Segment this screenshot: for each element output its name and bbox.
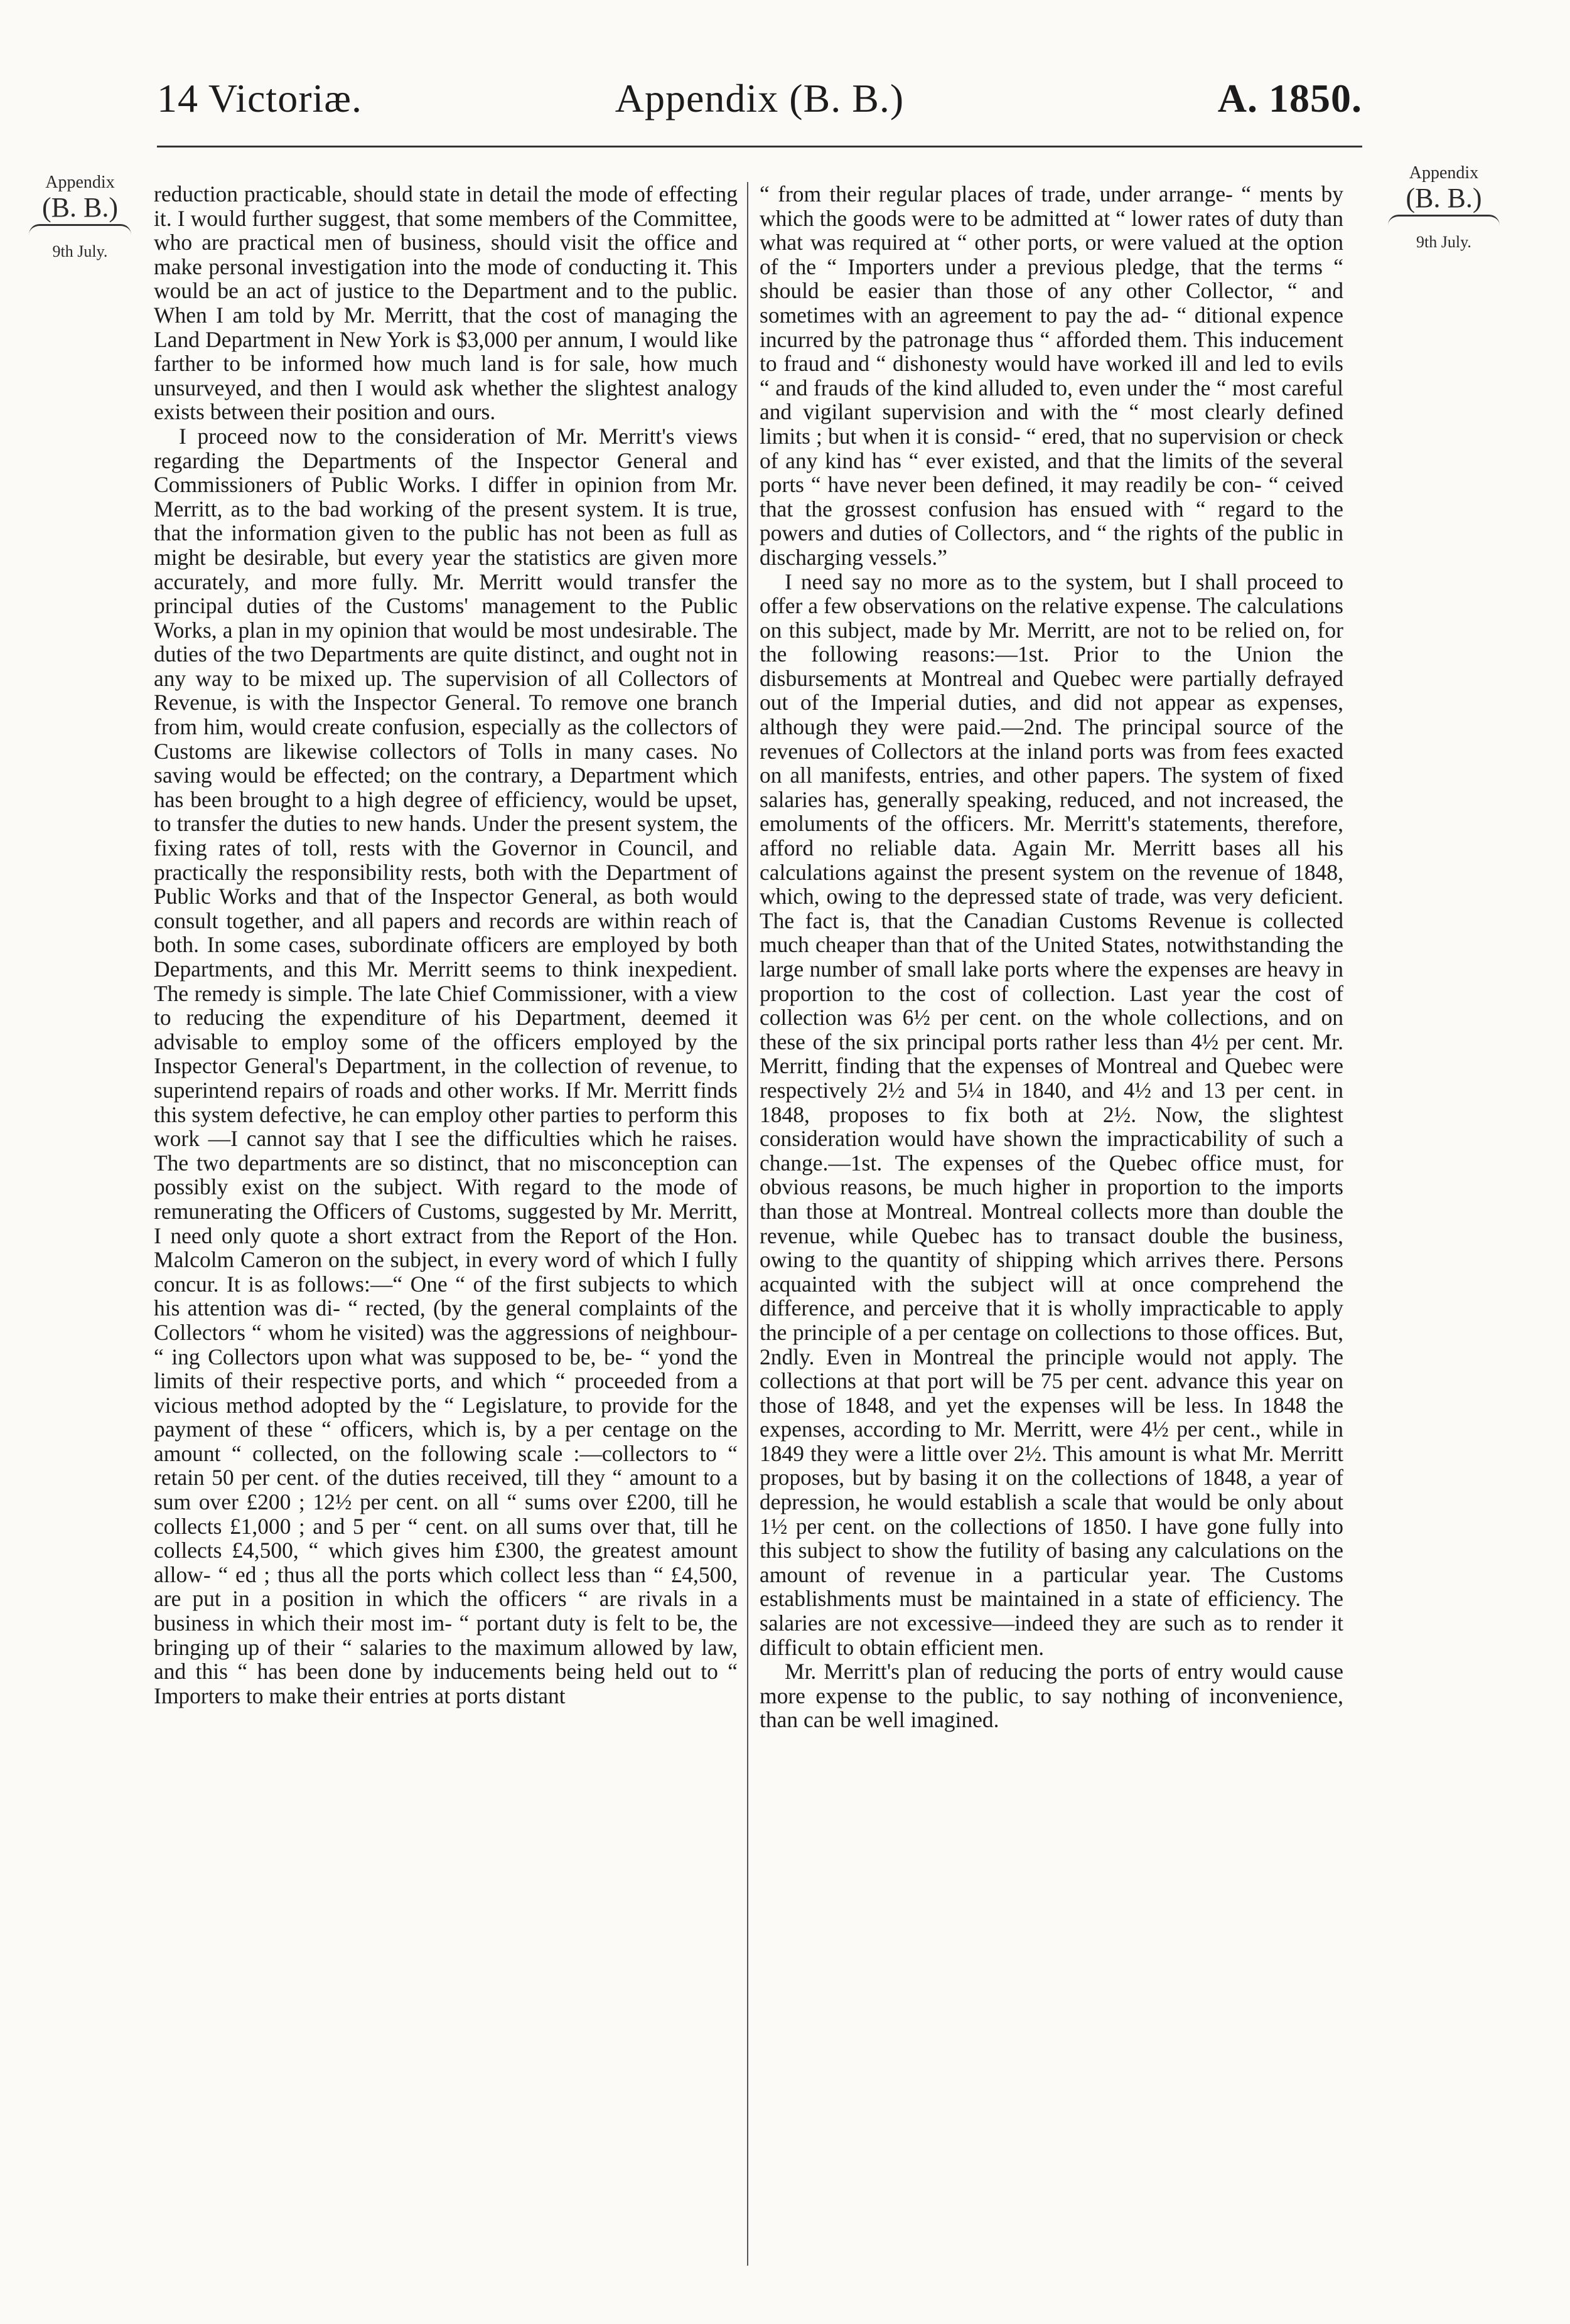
left-margin-appendix: Appendix: [45, 173, 115, 192]
left-margin-date: 9th July.: [52, 242, 108, 260]
paragraph: Mr. Merritt's plan of reducing the ports of entry would cause more expense to the public, to say nothing of inconvenience, than can be well imagined.: [760, 1659, 1343, 1733]
right-margin-ref: (B. B.): [1406, 183, 1482, 213]
paragraph: “ from their regular places of trade, under arrange- “ ments by which the goods were to be admitted at “ lower rates of duty than what was required at “ other ports, or were valued at the option of the “ Importers under a previous pledge, that the terms “ should be easier than those of any other Collector, “ and sometimes with an agreement to pay the ad- “ ditional expence incurred by the patronage thus “ afforded them. This inducement to fraud and “ dishonesty would have worked ill and led to evils “ and frauds of the kind alluded to, even under the “ most careful and vigilant supervision and with the “ most clearly defined limits ; but when it is consid- “ ered, that no supervision or check of any kind has “ ever existed, and that the limits of the several ports “ have never been defined, it may readily be con- “ ceived that the grossest confusion has ensued with “ regard to the powers and duties of Collectors, and “ the rights of the public in discharging vessels.”: [760, 181, 1343, 570]
right-margin-date: 9th July.: [1416, 233, 1471, 251]
header-session: 14 Victoriæ.: [157, 76, 362, 120]
paragraph: reduction practicable, should state in detail the mode of effecting it. I would further suggest, that some members of the Committee, who are practical men of business, should visit the office and make personal investigation into the mode of conducting it. This would be an act of justice to the Department and to the public. When I am told by Mr. Merritt, that the cost of managing the Land Department in New York is $3,000 per annum, I would like farther to be informed how much land is for sale, how much unsurveyed, and then I would ask whether the slightest analogy exists between their position and ours.: [154, 181, 738, 425]
left-margin-brace: [29, 224, 131, 235]
paragraph: I need say no more as to the system, but I shall proceed to offer a few observations on the relative expense. The calculations on this subject, made by Mr. Merritt, are not to be relied on, for the following reasons:—1st. Prior to the Union the disbursements at Montreal and Quebec were partially defrayed out of the Imperial duties, and did not appear as expenses, although they were paid.—2nd. The principal source of the revenues of Collectors at the inland ports was from fees exacted on all manifests, entries, and other papers. The system of fixed salaries has, generally speaking, reduced, and not increased, the emoluments of the officers. Mr. Merritt's statements, therefore, afford no reliable data. Again Mr. Merritt bases all his calculations against the present system on the revenue of 1848, which, owing to the depressed state of trade, was very deficient. The fact is, that the Canadian Customs Revenue is collected much cheaper than that of the United States, notwithstanding the large number of small lake ports where the expenses are heavy in proportion to the cost of collection. Last year the cost of collection was 6½ per cent. on the whole collections, and on these of the six principal ports rather less than 4½ per cent. Mr. Merritt, finding that the expenses of Montreal and Quebec were respectively 2½ and 5¼ in 1840, and 4½ and 13 per cent. in 1848, proposes to fix both at 2½. Now, the slightest consideration would have shown the impracticability of such a change.—1st. The expenses of the Quebec office must, for obvious reasons, be much higher in proportion to the imports than those at Montreal. Montreal collects more than double the revenue, while Quebec has to transact double the business, owing to the quantity of shipping which arrives there. Persons acquainted with the subject will at once comprehend the difference, and perceive that it is wholly impracticable to apply the principle of a per centage on collections to those offices. But, 2ndly. Even in Montreal the principle would not apply. The collections at that port will be 75 per cent. advance this year on those of 1848, and yet the expenses will be less. In 1848 the expenses, according to Mr. Merritt, were 4½ per cent., while in 1849 they were a little over 2½. This amount is what Mr. Merritt proposes, but by basing it on the collections of 1848, a year of depression, he would establish a scale that would be only about 1½ per cent. on the collections of 1850. I have gone fully into this subject to show the futility of basing any calculations on the amount of revenue in a particular year. The Customs establishments must be maintained in a state of efficiency. The salaries are not excessive—indeed they are such as to render it difficult to obtain efficient men.: [760, 569, 1343, 1660]
left-margin-ref: (B. B.): [42, 192, 118, 223]
column-divider: [747, 182, 748, 2266]
header-appendix-title: Appendix (B. B.): [615, 76, 905, 120]
header-rule: [157, 146, 1362, 147]
page-header: [157, 75, 1362, 138]
right-margin-brace: [1388, 215, 1500, 225]
right-margin-appendix: Appendix: [1409, 163, 1479, 183]
header-year: A. 1850.: [1217, 76, 1362, 120]
right-text-column: [760, 182, 1343, 1732]
paragraph: I proceed now to the consideration of Mr. Merritt's views regarding the Departments of the Inspector General and Commissioners of Public Works. I differ in opinion from Mr. Merritt, as to the bad working of the present system. It is true, that the information given to the public has not been as full as might be desirable, but every year the statistics are given more accurately, and more fully. Mr. Merritt would transfer the principal duties of the Customs' management to the Public Works, a plan in my opinion that would be most undesirable. The duties of the two Departments are quite distinct, and ought not in any way to be mixed up. The supervision of all Collectors of Revenue, is with the Inspector General. To remove one branch from him, would create confusion, especially as the collectors of Customs are likewise collectors of Tolls in many cases. No saving would be effected; on the contrary, a Department which has been brought to a high degree of efficiency, would be upset, to transfer the duties to new hands. Under the present system, the fixing rates of toll, rests with the Governor in Council, and practically the responsibility rests, both with the Department of Public Works and that of the Inspector General, as both would consult together, and all papers and records are within reach of both. In some cases, subordinate officers are employed by both Departments, and this Mr. Merritt seems to think inexpedient. The remedy is simple. The late Chief Commissioner, with a view to reducing the expenditure of his Department, deemed it advisable to employ some of the officers employed by the Inspector General's Department, in the collection of revenue, to superintend repairs of roads and other works. If Mr. Merritt finds this system defective, he can employ other parties to perform this work —I cannot say that I see the difficulties which he raises. The two departments are so distinct, that no misconception can possibly exist on the subject. With regard to the mode of remunerating the Officers of Customs, suggested by Mr. Merritt, I need only quote a short extract from the Report of the Hon. Malcolm Cameron on the subject, in every word of which I fully concur. It is as follows:—“ One “ of the first subjects to which his attention was di- “ rected, (by the general complaints of the Collectors “ whom he visited) was the aggressions of neighbour- “ ing Collectors upon what was supposed to be, be- “ yond the limits of their respective ports, and which “ proceeded from a vicious method adopted by the “ Legislature, to provide for the payment of these “ officers, which is, by a per centage on the amount “ collected, on the following scale :—collectors to “ retain 50 per cent. of the duties received, till they “ amount to a sum over £200 ; 12½ per cent. on all “ sums over £200, till he collects £1,000 ; and 5 per “ cent. on all sums over that, till he collects £4,500, “ which gives him £300, the greatest amount allow- “ ed ; thus all the ports which collect less than “ £4,500, are put in a position in which the officers “ are rivals in a business in which their most im- “ portant duty is felt to be, the bringing up of their “ salaries to the maximum allowed by law, and this “ has been done by inducements being held out to “ Importers to make their entries at ports distant: [154, 423, 738, 1708]
right-margin-note: [1384, 163, 1503, 252]
left-text-column: [154, 182, 738, 1708]
left-margin-note: [25, 173, 135, 261]
